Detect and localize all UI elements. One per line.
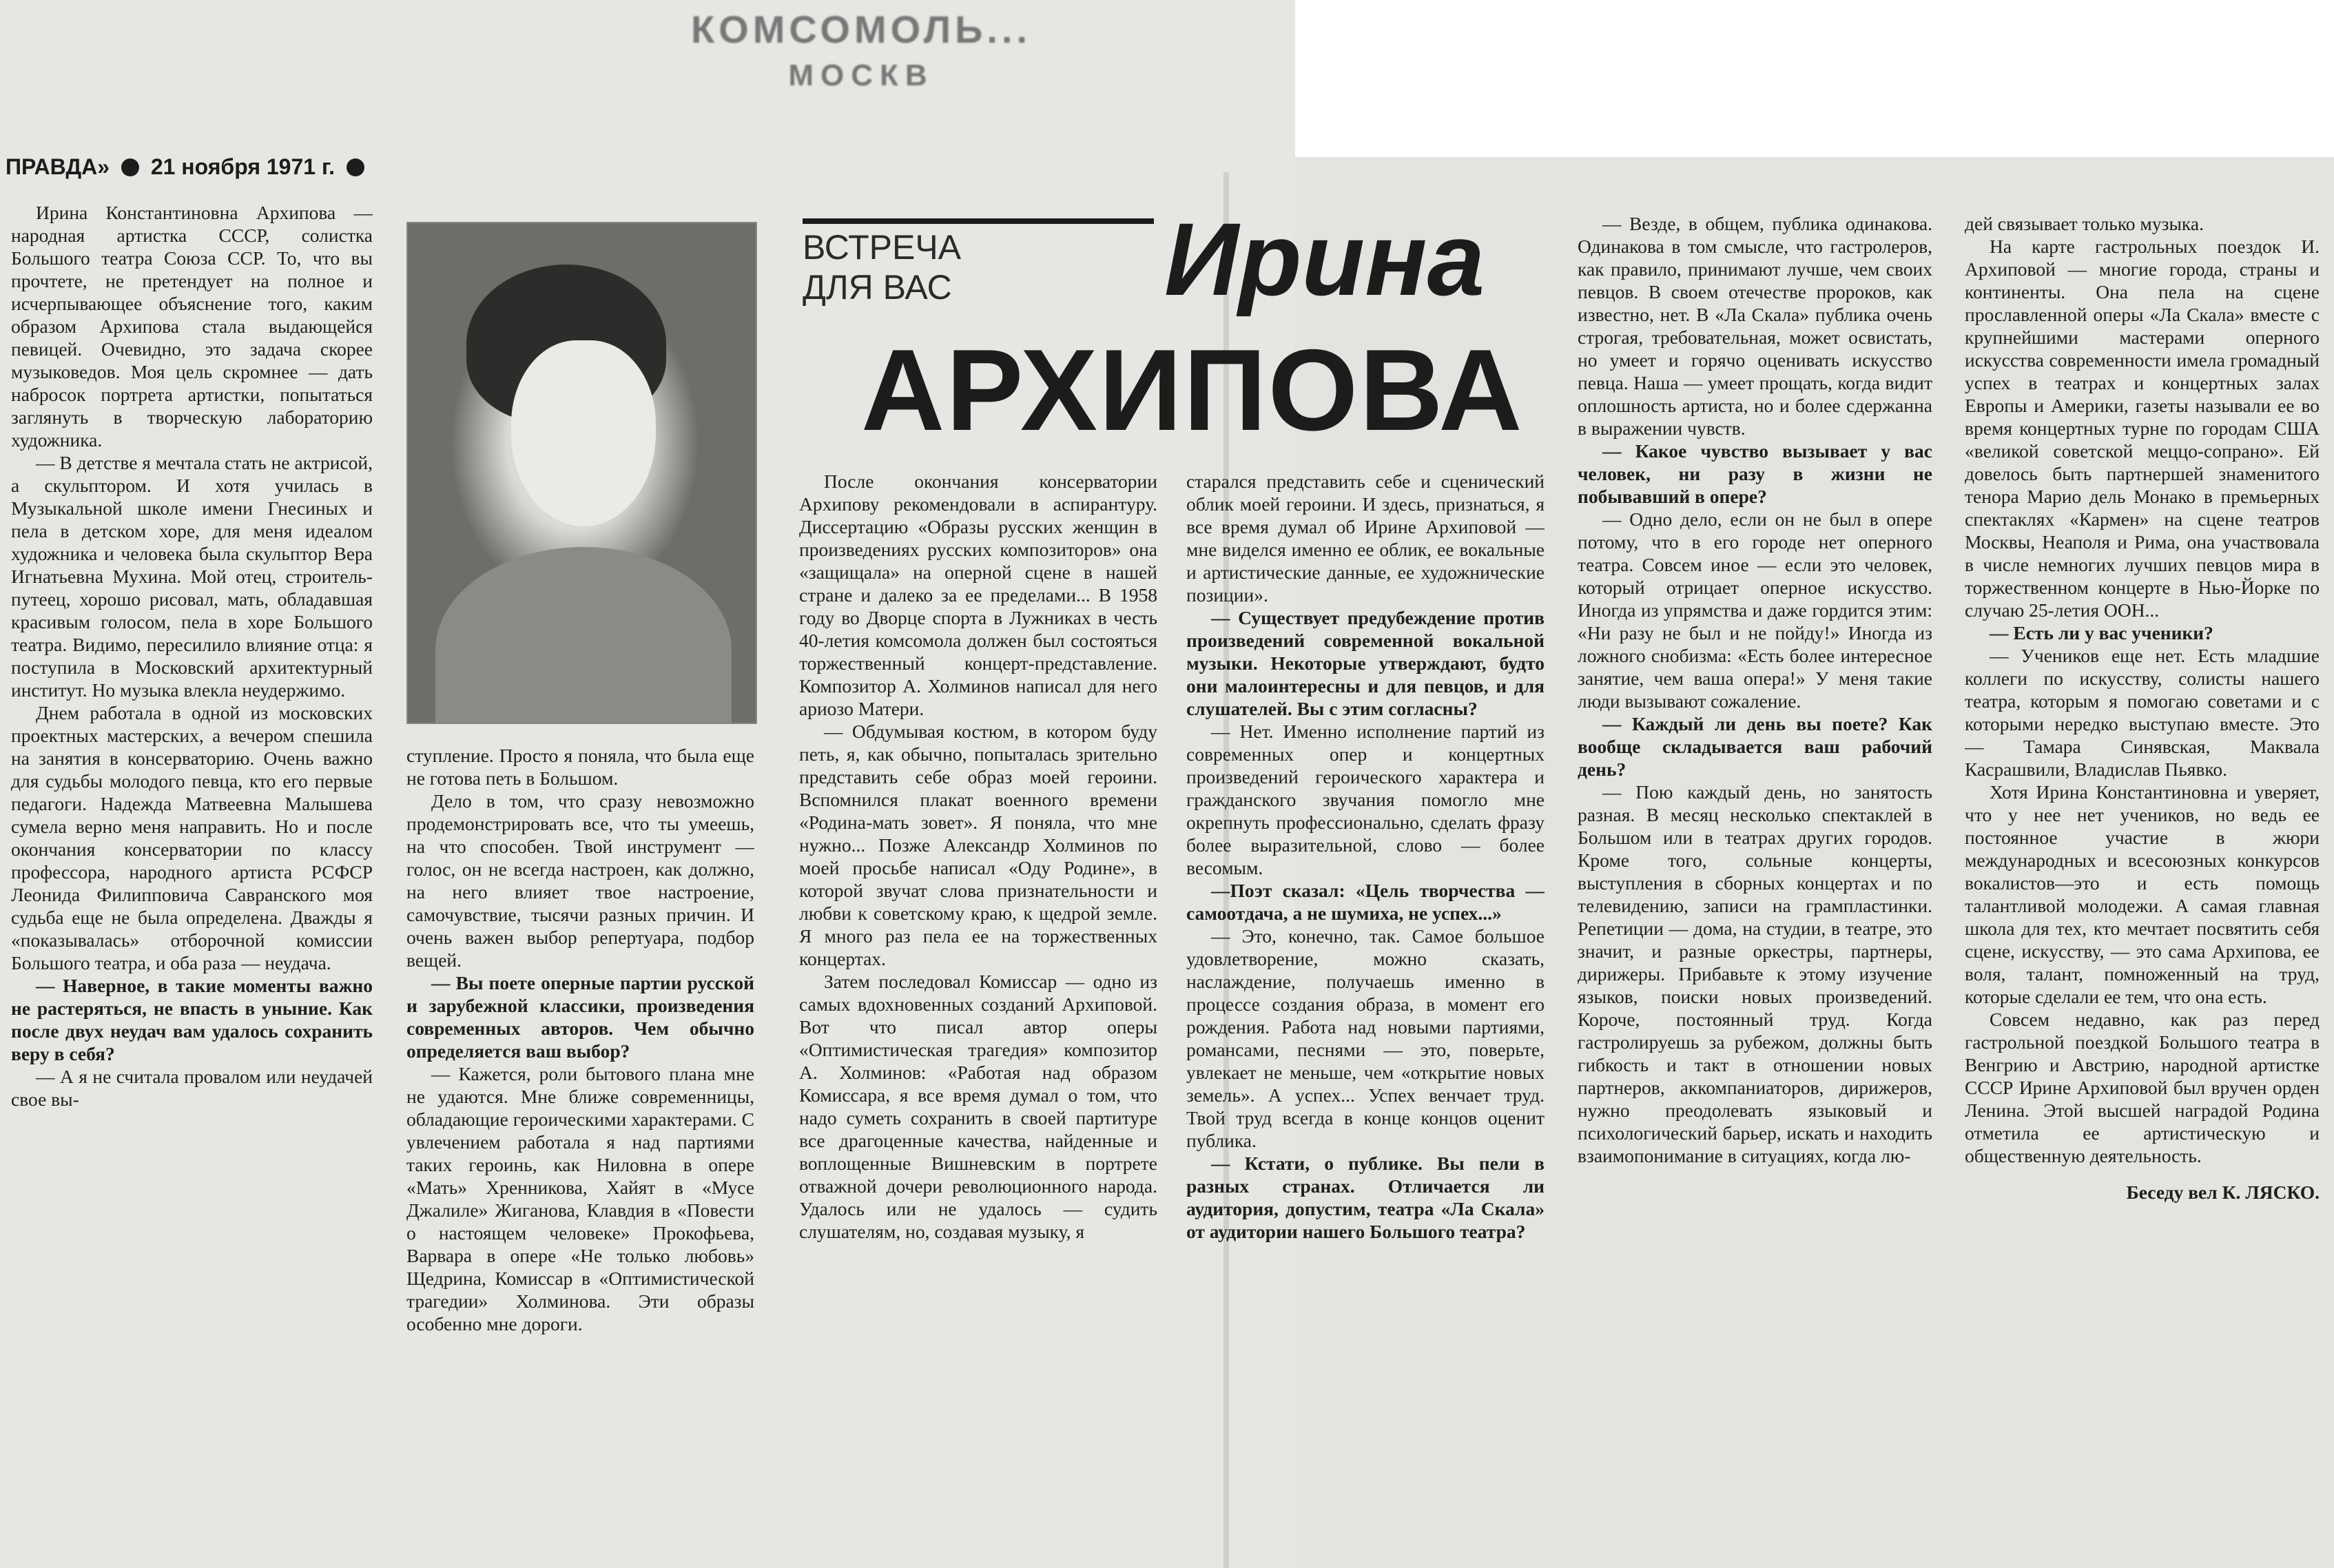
newspaper-dateline <box>6 154 419 180</box>
paragraph: — Кажется, роли бытового плана мне не удаются. Мне ближе современницы, обладающие героическими характерами. С увлечением работала я над партиями таких героинь, как Ниловна в опере «Мать» Хренникова, Хайят в «Мусе Джалиле» Жиганова, Клавдия в «Повести о настоящем человеке» Прокофьева, Варвара в опере «Не только любовь» Щедрина, Комиссар в «Оптимистической трагедии» Холминова. Эти образы особенно мне дороги. <box>406 1063 754 1334</box>
paragraph: — Одно дело, если он не был в опере потому, что в его городе нет оперного театра. Совсем иное — если это человек, который отрицает оперное искусство. Иногда из упрямства и даже гордится этим: «Ни разу не был и не пойду!» Иногда из ложного снобизма: «Есть более интересное занятие, чем ваша опера!» У меня такие люди вызывают сожаление. <box>1578 508 1932 712</box>
paragraph: старался представить себе и сценический облик моей героини. И здесь, признаться, я все время думал об Ирине Архиповой — мне виделся именно ее облик, ее вокальные и артистические данные, ее художнические позиции». <box>1186 471 1545 606</box>
paragraph: — Нет. Именно исполнение партий из современных опер и концертных произведений героического характера и гражданского звучания помогло мне окрепнуть профессионально, сделать фразу более выразительной, слово — более весомым. <box>1186 721 1545 878</box>
article-column-6 <box>1965 212 2320 1564</box>
article-column-3 <box>799 470 1157 1564</box>
paragraph: ступление. Просто я поняла, что была еще не готова петь в Большом. <box>406 745 754 789</box>
question-paragraph: — Существует предубеждение против произведений современной вокальной музыки. Некоторые утверждают, будто они малоинтересны и для певцов, и для слушателей. Вы с этим согласны? <box>1186 607 1545 719</box>
rubric-rule <box>803 218 1154 224</box>
paragraph: Затем последовал Комиссар — одно из самых вдохновенных созданий Архиповой. Вот что писал автор оперы «Оптимистическая трагедия» композитор А. Холминов: «Работая над образом Комиссара, я все время думал о том, что надо суметь сохранить в своей партитуре все драгоценные качества, найденные и воплощенные Вишневским в портрете отважной дочери революционного народа. Удалось или не удалось — судить слушателям, но, создавая музыку, я <box>799 971 1157 1242</box>
photo-shoulders <box>435 547 732 724</box>
paragraph: — Это, конечно, так. Самое большое удовлетворение, можно сказать, наслаждение, получаешь именно в процессе создания образа, в момент его рождения. Работа над новыми партиями, романсами, песнями — это, поверьте, увлекает не меньше, чем «открытие новых земель». А успех... Успех венчает труд. Твой труд всегда в конце концов оценит публика. <box>1186 925 1545 1151</box>
rubric-line-1: ВСТРЕЧА <box>803 228 962 267</box>
bullet-dot-icon <box>121 158 139 176</box>
headline-last-name: АРХИПОВА <box>861 325 1524 455</box>
question-paragraph: — Есть ли у вас ученики? <box>1990 622 2213 643</box>
headline-first-name: Ирина <box>1164 201 1485 317</box>
issue-date: 21 ноября 1971 г. <box>150 154 335 179</box>
portrait-photo <box>406 222 757 724</box>
paragraph: На карте гастрольных поездок И. Архиповой — многие города, страны и континенты. Она пела на сцене прославленной оперы «Ла Скала» вместе с крупнейшими мастерами оперного искусства современности имела громадный успех в театрах и концертных залах Европы и Америки, газеты называли ее во время концертных турне по городам США «великой советской меццо-сопрано». Ей довелось быть партнершей знаменитого тенора Марио дель Монако в премьерных спектаклях «Кармен» на сцене театров Москвы, Неаполя и Рима, она участвовала в числе немногих лучших певцов мира в торжественном концерте в Нью-Йорке по случаю 25-летия ООН... <box>1965 236 2320 621</box>
paragraph: — Учеников еще нет. Есть младшие коллеги по искусству, солисты нашего театра, которым я помогаю советами и с которыми нередко выступаю вместе. Это — Тамара Синявская, Маквала Касрашвили, Владислав Пьявко. <box>1965 645 2320 780</box>
rubric-line-2: ДЛЯ ВАС <box>803 268 952 307</box>
question-paragraph: —Поэт сказал: «Цель творчества — самоотдача, а не шумиха, не успех...» <box>1186 880 1545 924</box>
paragraph: Днем работала в одной из московских проектных мастерских, а вечером спешила на занятия в консерваторию. Очень важно для судьбы молодого певца, кто его первые педагоги. Надежда Матвеевна Малышева сумела верно меня направить. Но и после окончания консерватории по классу профессора, народного артиста РСФСР Леонида Филипповича Савранского моя судьба еще не была определена. Дважды я «показывалась» отборочной комиссии Большого театра, и оба раза — неудача. <box>11 702 373 973</box>
article-column-5 <box>1578 212 1932 1564</box>
paragraph: Совсем недавно, как раз перед гастрольной поездкой Большого театра в Венгрию и Австрию, народной артистке СССР Ирине Архиповой был вручен орден Ленина. Этой высшей наградой Родина отметила ее артистическую и общественную деятельность. <box>1965 1009 2320 1166</box>
question-paragraph: — Наверное, в такие моменты важно не растеряться, не впасть в уныние. Как после двух неудач вам удалось сохранить веру в себя? <box>11 975 373 1064</box>
article-column-4 <box>1186 470 1545 1564</box>
paragraph: — В детстве я мечтала стать не актрисой, а скульптором. И хотя училась в Музыкальной школе имени Гнесиных и пела в детском хоре, для меня идеалом художника и человека была скульптор Вера Игнатьевна Мухина. Мой отец, строитель-путеец, хорошо рисовал, мать, обладавшая красивым голосом, пела в хоре Большого театра. Видимо, пересилило влияние отца: я поступила в Московский архитектурный институт. Но музыка влекла неудержимо. <box>11 452 373 701</box>
paragraph: — Обдумывая костюм, в котором буду петь, я, как обычно, попыталась зрительно представить себе образ моей героини. Вспомнился плакат военного времени «Родина-мать зовет». Я поняла, что мне нужно... Позже Александр Холминов по моей просьбе написал «Оду Родине», в которой звучат слова признательности и любви к советскому краю, к щедрой земле. Я много раз пела ее на торжественных концертах. <box>799 721 1157 969</box>
paragraph: Хотя Ирина Константиновна и уверяет, что у нее нет учеников, но ведь ее постоянное участие в жюри международных и всесоюзных конкурсов вокалистов—это и есть помощь талантливой молодежи. А самая главная школа для тех, кто мечтает посвятить себя сцене, искусству, — это сама Архипова, ее воля, талант, помноженный на труд, которые сделали ее тем, что она есть. <box>1965 781 2320 1007</box>
paragraph: Дело в том, что сразу невозможно продемонстрировать все, что ты умеешь, на что способен. Твой инструмент — голос, он не всегда настроен, как должно, на него влияет твое настроение, самочувствие, тысячи разных причин. И очень важен выбор репертуара, подбор вещей. <box>406 790 754 971</box>
library-stamp <box>648 7 1075 93</box>
question-paragraph: — Каждый ли день вы поете? Как вообще складывается ваш рабочий день? <box>1578 713 1932 780</box>
stamp-line-1: КОМСОМОЛЬ... <box>690 8 1032 51</box>
question-paragraph: — Кстати, о публике. Вы пели в разных странах. Отличается ли аудитория, допустим, театра «Ла Скала» от аудитории нашего Большого театра? <box>1186 1153 1545 1242</box>
author-signature: Беседу вел К. ЛЯСКО. <box>2126 1182 2320 1203</box>
paragraph: дей связывает только музыка. <box>1965 213 2204 234</box>
stamp-line-2: МОСКВ <box>788 59 934 92</box>
paragraph: — Пою каждый день, но занятость разная. В месяц несколько спектаклей в Большом или в театрах других городов. Кроме того, сольные концерты, выступления в сборных концертах и по телевидению, записи на грампластинки. Репетиции — дома, на студии, в театре, это значит, и разные оркестры, партнеры, дирижеры. Прибавьте к этому изучение языков, поиски новых произведений. Короче, постоянный труд. Когда гастролируешь за рубежом, должны быть гибкость и такт в отношении новых партнеров, аккомпаниаторов, дирижеров, нужно преодолевать языковый и психологический барьер, искать и находить взаимопонимание в ситуациях, когда лю- <box>1578 781 1932 1166</box>
paragraph: После окончания консерватории Архипову рекомендовали в аспирантуру. Диссертацию «Образы русских женщин в произведениях русских композиторов» она «защищала» на оперной сцене в нашей стране и далеко за ее пределами... В 1958 году во Дворце спорта в Лужниках в честь 40-летия комсомола должен был состояться торжественный концерт-представление. Композитор А. Холминов написал для него ариозо Матери. <box>799 471 1157 719</box>
article-column-1 <box>11 201 373 1562</box>
rubric-label <box>803 227 982 307</box>
paragraph: Ирина Константиновна Архипова — народная артистка СССР, солистка Большого театра Союза ССР. То, что вы прочтете, не претендует на полное и исчерпывающее объяснение того, каким образом Архипова стала выдающейся певицей. Очевидно, это задача скорее музыковедов. Моя цель скромнее — дать набросок портрета артистки, попытаться заглянуть в творческую лабораторию художника. <box>11 202 373 451</box>
question-paragraph: — Какое чувство вызывает у вас человек, ни разу в жизни не побывавший в опере? <box>1578 440 1932 507</box>
bullet-dot-icon <box>347 158 364 176</box>
paragraph: — Везде, в общем, публика одинакова. Одинакова в том смысле, что гастролеров, как правило, принимают лучше, чем своих певцов. В своем отечестве пророков, как известно, нет. В «Ла Скала» публика очень строгая, требовательная, может освистать, но умеет и горячо оценивать искусство певца. Наша — умеет прощать, когда видит оплошность артиста, но и более сдержанна в выражении чувств. <box>1578 213 1932 439</box>
newspaper-name: ПРАВДА» <box>6 154 110 179</box>
photo-face <box>511 340 656 526</box>
question-paragraph: — Вы поете оперные партии русской и зарубежной классики, произведения современных авторов. Чем обычно определяется ваш выбор? <box>406 972 754 1062</box>
paragraph: — А я не считала провалом или неудачей свое вы- <box>11 1066 373 1110</box>
article-column-2 <box>406 744 754 1564</box>
